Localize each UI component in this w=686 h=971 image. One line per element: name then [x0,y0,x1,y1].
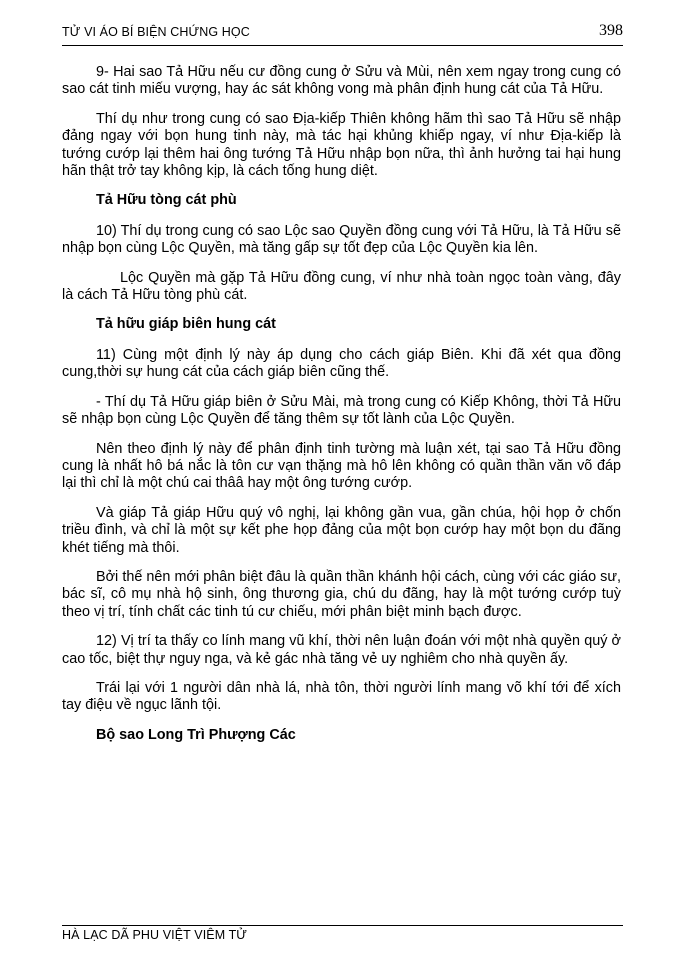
page-body [62,64,621,757]
paragraph: Lộc Quyền mà gặp Tả Hữu đồng cung, ví như nhà toàn ngọc toàn vàng, đây là cách Tả Hữu tòng phù cát. [62,269,621,304]
running-title: TỬ VI ÁO BÍ BIỆN CHỨNG HỌC [62,25,250,39]
footer-text: HÀ LẠC DÃ PHU VIỆT VIÊM TỬ [62,928,248,942]
paragraph: Và giáp Tả giáp Hữu quý vô nghị, lại không gần vua, gần chúa, hội họp ở chốn triều đình, và chỉ là một sự kết phe họp đảng của một bọn cướp hay một bọn du đãng khét tiếng mà thôi. [62,504,621,556]
paragraph-10: 10) Thí dụ trong cung có sao Lộc sao Quyền đồng cung với Tả Hữu, là Tả Hữu sẽ nhập bọn cùng Lộc Quyền, mà tăng gấp sự tốt đẹp của Lộc Quyền kia lên. [62,222,621,257]
paragraph: Thí dụ như trong cung có sao Địa-kiếp Thiên không hãm thì sao Tả Hữu sẽ nhập đảng ngay với bọn hung tinh này, mà tác hại khủng khiếp ngay, ví như Địa-kiếp là tướng cướp lại thêm hai ông tướng Tả Hữu nhập bọn nữa, thì ảnh hưởng tai hại hung hãn thật trở tay không kịp, là cách tống hung diệt. [62,110,621,180]
section-heading: Tả Hữu tòng cát phù [96,192,237,209]
page-footer [62,925,623,942]
paragraph-12: 12) Vị trí ta thấy co lính mang vũ khí, thời nên luận đoán với một nhà quyền quý ở cao tốc, biệt thự nguy nga, và kẻ gác nhà tăng vẻ uy nghiêm cho nhà quyền ấy. [62,633,621,667]
paragraph: - Thí dụ Tả Hữu giáp biên ở Sửu Mài, mà trong cung có Kiếp Không, thời Tả Hữu sẽ nhập bọn cùng Lộc Quyền để tăng thêm sự tốt lành của Lộc Quyền. [62,393,621,428]
page-number: 398 [599,22,623,39]
paragraph-11: 11) Cùng một định lý này áp dụng cho cách giáp Biên. Khi đã xét qua đồng cung,thời sự hung cát của cách giáp biên cũng thế. [62,346,621,381]
section-heading: Tả hữu giáp biên hung cát [96,316,276,333]
paragraph-9: 9- Hai sao Tả Hữu nếu cư đồng cung ở Sửu và Mùi, nên xem ngay trong cung có sao cát tinh miếu vượng, hay ác sát không vong mà phân định hung cát của Tả Hữu. [62,64,621,98]
page-header [62,24,623,46]
paragraph: Trái lại với 1 người dân nhà lá, nhà tôn, thời người lính mang võ khí tới để xích tay điệu về ngục lãnh tội. [62,679,621,714]
paragraph: Nên theo định lý này để phân định tinh tường mà luận xét, tại sao Tả Hữu đồng cung là nhất hô bá nắc là tôn cư vạn thặng mà hô lên không có quần thần văn võ đáp lại thì chỉ là một chú cai thââ hay một ông tướng cướp. [62,440,621,492]
paragraph: Bởi thế nên mới phân biệt đâu là quần thần khánh hội cách, cùng với các giáo sư, bác sĩ, cô mụ nhà hộ sinh, ông thương gia, chú du đãng, hay là một tướng cướp tuỳ theo vị trí, tính chất các tinh tú cư chiếu, mới phân biệt minh bạch được. [62,568,621,620]
section-heading: Bộ sao Long Trì Phượng Các [96,726,296,743]
